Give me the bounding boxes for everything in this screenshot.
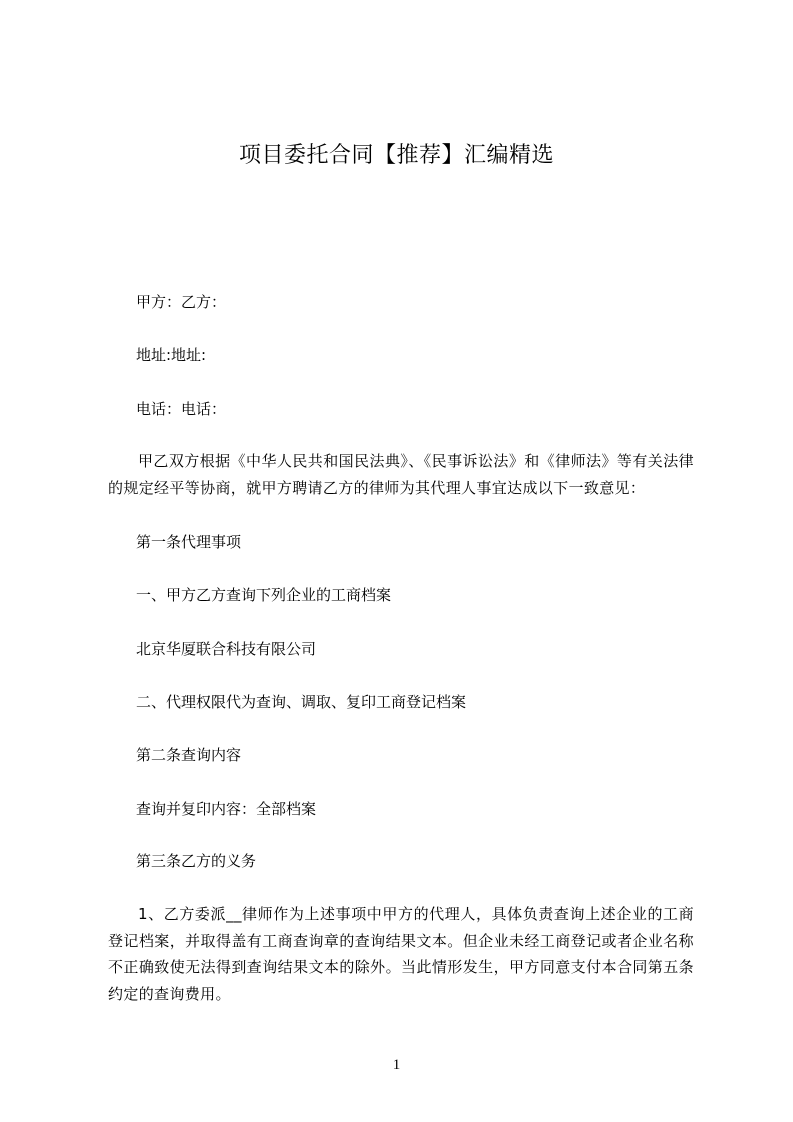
phone-line: 电话：电话： (136, 400, 227, 418)
document-title: 项目委托合同【推荐】汇编精选 (238, 143, 554, 168)
query-content: 查询并复印内容：全部档案 (136, 800, 317, 818)
article3-heading: 第三条乙方的义务 (136, 852, 257, 870)
item1-text: 一、甲方乙方查询下列企业的工商档案 (136, 586, 392, 604)
intro-paragraph: 甲乙双方根据《中华人民共和国民法典》、《民事诉讼法》和《律师法》等有关法律的规定经平等协商，就甲方聘请乙方的律师为其代理人事宜达成以下一致意见： (108, 452, 694, 497)
article2-heading: 第二条查询内容 (136, 746, 242, 764)
company-name: 北京华厦联合科技有限公司 (136, 640, 317, 658)
address-line: 地址:地址: (136, 346, 207, 364)
article1-heading: 第一条代理事项 (136, 533, 242, 551)
item2-text: 二、代理权限代为查询、调取、复印工商登记档案 (136, 693, 467, 711)
party-line: 甲方：乙方： (136, 293, 227, 311)
page-number: 1 (392, 1057, 401, 1073)
obligation-paragraph: 1、乙方委派__律师作为上述事项中甲方的代理人，具体负责查询上述企业的工商登记档案，并取得盖有工商查询章的查询结果文本。但企业未经工商登记或者企业名称不正确致使无法得到查询结果文本的除外。当此情形发生，甲方同意支付本合同第五条约定的查询费用。 (108, 905, 694, 1003)
